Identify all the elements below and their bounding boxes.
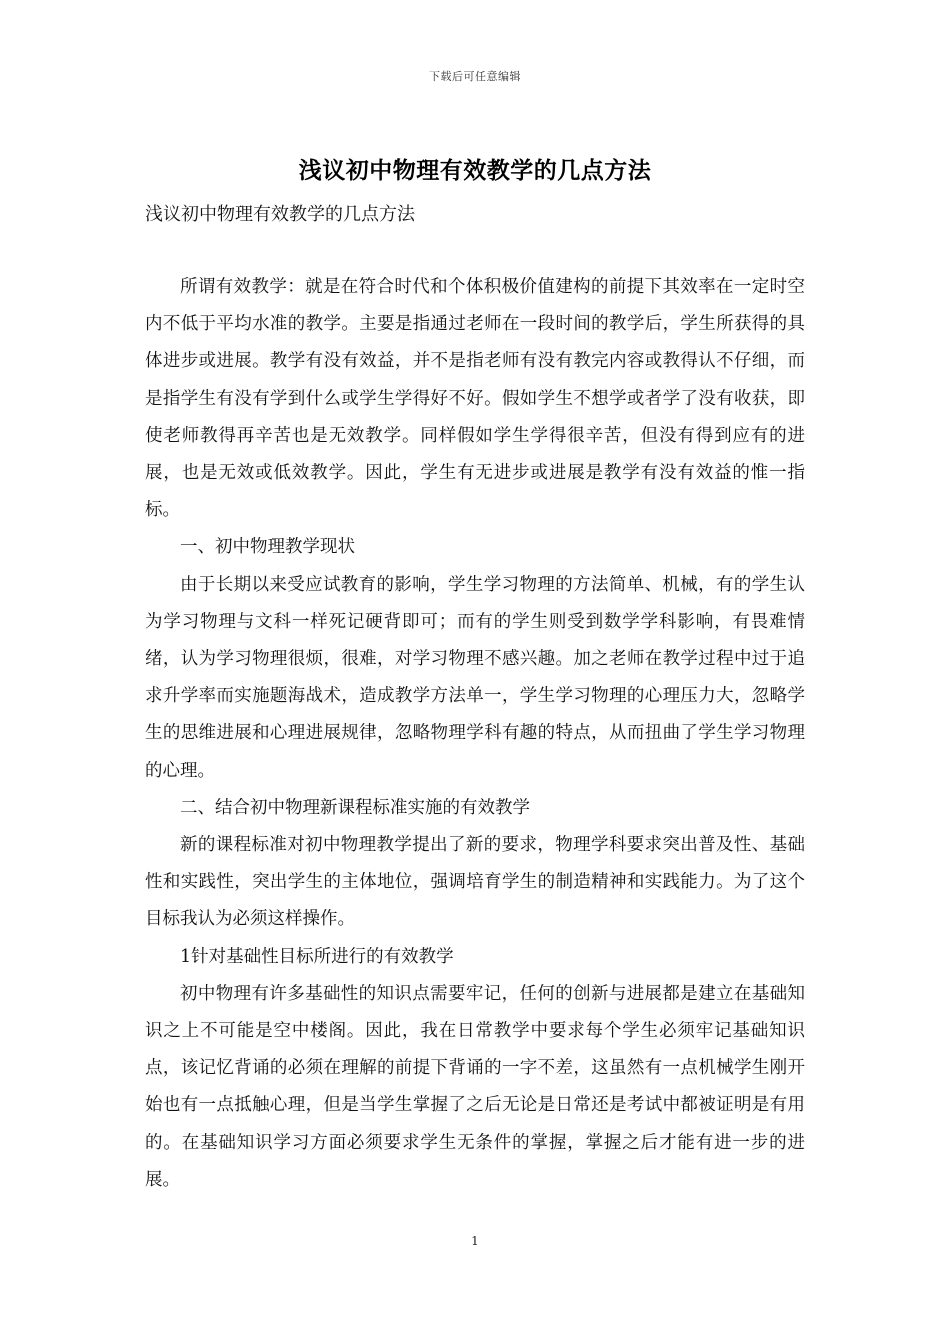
- document-subtitle: 浅议初中物理有效教学的几点方法: [145, 204, 415, 225]
- section-1-paragraph: 由于长期以来受应试教育的影响，学生学习物理的方法简单、机械，有的学生认为学习物理与文科一样死记硬背即可；而有的学生则受到数学学科影响，有畏难情绪，认为学习物理很烦，很难，对学习物理不感兴趣。加之老师在教学过程中过于追求升学率而实施题海战术，造成教学方法单一，学生学习物理的心理压力大，忽略学生的思维进展和心理进展规律，忽略物理学科有趣的特点，从而扭曲了学生学习物理的心理。: [145, 574, 805, 781]
- document-title: 浅议初中物理有效教学的几点方法: [298, 157, 652, 184]
- page-number: 1: [471, 1234, 479, 1248]
- section-2-paragraph: 新的课程标准对初中物理教学提出了新的要求，物理学科要求突出普及性、基础性和实践性，突出学生的主体地位，强调培育学生的制造精神和实践能力。为了这个目标我认为必须这样操作。: [145, 835, 805, 930]
- subsection-heading-1: 1针对基础性目标所进行的有效教学: [180, 946, 454, 967]
- header-note: 下载后可任意编辑: [429, 70, 521, 83]
- document-body: [145, 269, 805, 1199]
- section-heading-1: 一、初中物理教学现状: [180, 537, 355, 558]
- intro-paragraph: 所谓有效教学：就是在符合时代和个体积极价值建构的前提下其效率在一定时空内不低于平均水准的教学。主要是指通过老师在一段时间的教学后，学生所获得的具体进步或进展。教学有没有效益，并不是指老师有没有教完内容或教得认不仔细，而是指学生有没有学到什么或学生学得好不好。假如学生不想学或者学了没有收获，即使老师教得再辛苦也是无效教学。同样假如学生学得很辛苦，但没有得到应有的进展，也是无效或低效教学。因此，学生有无进步或进展是教学有没有效益的惟一指标。: [145, 277, 805, 521]
- section-heading-2: 二、结合初中物理新课程标准实施的有效教学: [180, 797, 530, 818]
- subsection-1-paragraph: 初中物理有许多基础性的知识点需要牢记，任何的创新与进展都是建立在基础知识之上不可能是空中楼阁。因此，我在日常教学中要求每个学生必须牢记基础知识点，该记忆背诵的必须在理解的前提下背诵的一字不差，这虽然有一点机械学生刚开始也有一点抵触心理，但是当学生掌握了之后无论是日常还是考试中都被证明是有用的。在基础知识学习方面必须要求学生无条件的掌握，掌握之后才能有进一步的进展。: [145, 983, 805, 1190]
